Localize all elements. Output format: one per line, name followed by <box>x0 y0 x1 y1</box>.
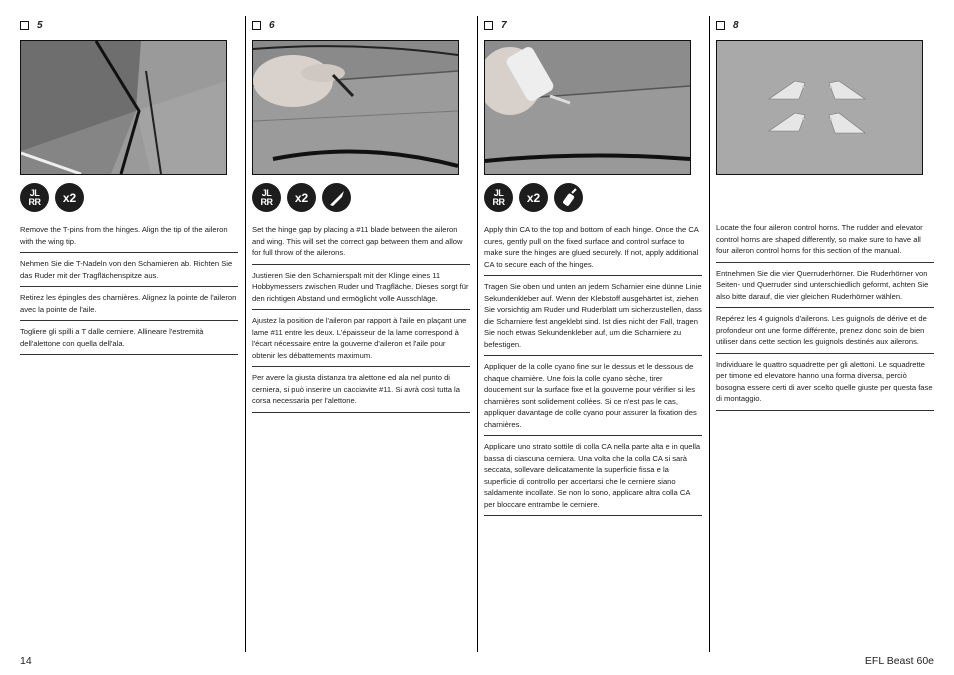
step-checkbox[interactable] <box>20 21 29 30</box>
step-header <box>252 16 470 34</box>
instruction-it: Togliere gli spilli a T dalle cerniere. Allineare l'estremità dell'alettone con quella dell'ala. <box>20 321 238 355</box>
step-number: 5 <box>37 19 43 31</box>
step-6-photo <box>252 40 459 175</box>
quantity-x2-icon: x2 <box>287 183 316 212</box>
step-header <box>20 16 238 34</box>
instruction-de: Tragen Sie oben und unten an jedem Scharnier eine dünne Linie Sekundenkleber auf. Wenn der Klebstoff ausgehärtet ist, ziehen Sie vorsichtig am Ruder und Ruderblatt um sicherzustellen, dass die Scharniere fest angeklebt sind. Ist dies nicht der Fall, tragen Sie noch etwas Sekundenkleber auf, um die Scharniere zu befestigen. <box>484 276 702 356</box>
step-7-column <box>484 16 702 516</box>
document-title: EFL Beast 60e <box>864 655 934 667</box>
page-number: 14 <box>20 655 32 667</box>
instruction-de: Entnehmen Sie die vier Querruderhörner. Die Ruderhörner von Seiten- und Querruder sind unterschiedlich geformt, achten Sie also bitte darauf, die vier gleichen Ruderhörner wählen. <box>716 263 934 309</box>
instruction-it: Individuare le quattro squadrette per gli alettoni. Le squadrette per timone ed elevatore hanno una forma diversa, perciò bosogna essere certi di aver scelto quelle giuste per questa fase di montaggio. <box>716 354 934 411</box>
step-5-photo <box>20 40 227 175</box>
instruction-de: Justieren Sie den Scharnierspalt mit der Klinge eines 11 Hobbymessers zwischen Ruder und Tragfläche. Dieses sorgt für den richtigen Abstand und ermöglicht volle Ausschläge. <box>252 265 470 311</box>
instruction-fr: Repérez les 4 guignols d'ailerons. Les guignols de dérive et de profondeur ont une forme différente, prenez donc soin de bien utiliser dans cette section les guignols destinés aux ailerons. <box>716 308 934 354</box>
step-checkbox[interactable] <box>252 21 261 30</box>
instruction-en: Set the hinge gap by placing a #11 blade between the aileron and wing. This will set the correct gap between them and allow for full throw of the ailerons. <box>252 221 470 265</box>
step-8-column <box>716 16 934 411</box>
step-number: 7 <box>501 19 507 31</box>
step-7-photo <box>484 40 691 175</box>
instruction-it: Applicare uno strato sottile di colla CA nella parte alta e in quella bassa di ciascuna cerniera. Una volta che la colla CA si sarà seccata, sollevare delicatamente la superficie fissa e la superficie di controllo per accertarsi che le cerniere siano saldamente incollate. Se non lo sono, applicare altra colla CA per bloccare entrambe le cerniere. <box>484 436 702 516</box>
hobby-knife-icon <box>322 183 351 212</box>
hinge-icon: JL RR <box>252 183 281 212</box>
instruction-en: Apply thin CA to the top and bottom of each hinge. Once the CA cures, gently pull on the fixed surface and control surface to make sure the hinges are glued securely. If not, apply additional CA to secure each of the hinges. <box>484 221 702 276</box>
ca-glue-application-image <box>485 41 690 174</box>
step-number: 6 <box>269 19 275 31</box>
step-checkbox[interactable] <box>716 21 725 30</box>
step-icons <box>484 183 702 213</box>
step-6-column <box>252 16 470 413</box>
column-divider <box>245 16 246 652</box>
hinge-icon: JL RR <box>20 183 49 212</box>
column-divider <box>709 16 710 652</box>
step-5-column <box>20 16 238 355</box>
step-8-photo <box>716 40 923 175</box>
quantity-x2-icon: x2 <box>55 183 84 212</box>
instruction-en: Remove the T-pins from the hinges. Align the tip of the aileron with the wing tip. <box>20 221 238 253</box>
instruction-it: Per avere la giusta distanza tra alettone ed ala nel punto di cerniera, si può inserire un cacciavite #11. Si avrà così tutta la corsa necessaria per l'alettone. <box>252 367 470 413</box>
column-divider <box>477 16 478 652</box>
instruction-fr: Retirez les épingles des charnières. Alignez la pointe de l'aileron avec la pointe de l'aile. <box>20 287 238 321</box>
aileron-control-horns-image <box>717 41 922 174</box>
step-checkbox[interactable] <box>484 21 493 30</box>
ca-glue-bottle-icon <box>554 183 583 212</box>
step-icons <box>20 183 238 213</box>
hinge-icon: JL RR <box>484 183 513 212</box>
wing-tip-alignment-image <box>21 41 226 174</box>
step-number: 8 <box>733 19 739 31</box>
instruction-de: Nehmen Sie die T-Nadeln von den Schamieren ab. Richten Sie das Ruder mit der Tragflächenspitze aus. <box>20 253 238 287</box>
instruction-fr: Appliquer de la colle cyano fine sur le dessus et le dessous de chaque charnière. Une fois la colle cyano sèche, tirer doucement sur la surface fixe et la gouverne pour vérifier si les charnières sont solidement collées. Si ce n'est pas le cas, appliquer davantage de colle cyano pour assurer la fixation des charnières. <box>484 356 702 436</box>
step-icons <box>252 183 470 213</box>
quantity-x2-icon: x2 <box>519 183 548 212</box>
hinge-gap-blade-image <box>253 41 458 174</box>
instruction-en: Locate the four aileron control horns. The rudder and elevator control horns are shaped differently, so make sure to have all four aileron control horns for this section of the manual. <box>716 219 934 263</box>
step-header <box>484 16 702 34</box>
instruction-fr: Ajustez la position de l'aileron par rapport à l'aile en plaçant une lame #11 entre les deux. L'épaisseur de la lame correspond à l'écart nécessaire entre la gouverne d'aileron et l'aile pour obtenir les débattements maximum. <box>252 310 470 367</box>
step-header <box>716 16 934 34</box>
